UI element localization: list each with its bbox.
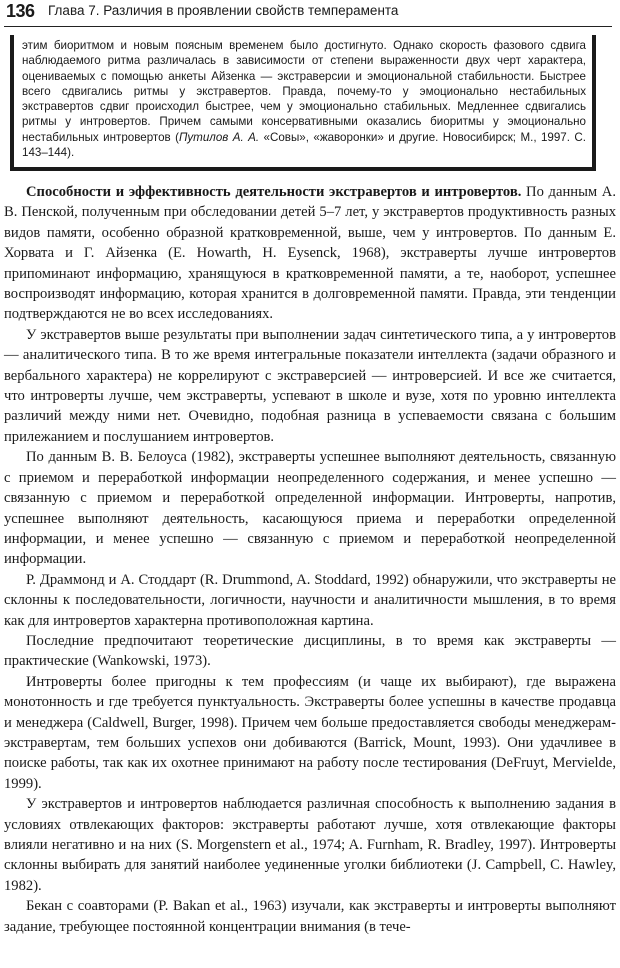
quote-box	[10, 35, 596, 171]
citation-author: Путилов А. А.	[178, 130, 260, 144]
body-text	[4, 182, 616, 937]
paragraph-5: Последние предпочитают теоретические дисциплины, в то время как экстраверты — практические (Wankowski, 1973).	[4, 632, 616, 670]
paragraph-1	[4, 182, 616, 325]
section-heading: Способности и эффективность деятельности экстравертов и интровертов.	[26, 184, 522, 200]
paragraph-2: У экстравертов выше результаты при выполнении задач синтетического типа, а у интровертов — аналитического типа. В то же время интегральные показатели интеллекта (задачи образного и вербального характера) не коррелируют с экстраверсией — интроверсией. И все же считается, что интроверты лучше, чем экстраверты, успевают в школе и вузе, хотя по уровню интеллекта различий между ними нет. Очевидно, подобная разница в успеваемости связана с большим прилежанием и послушанием интровертов.	[4, 326, 616, 445]
paragraph-7: У экстравертов и интровертов наблюдается различная способность к выполнению задания в условиях отвлекающих факторов: экстраверты работают лучше, хотя отвлекающие факторы влияли негативно и на них (S. Morgenstern et al., 1974; A. Furnham, R. Bradley, 1997). Интроверты склонны выбирать для занятий наиболее уединенные уголки библиотеки (J. Campbell, C. Hawley, 1982).	[4, 796, 616, 894]
running-title: Глава 7. Различия в проявлении свойств темперамента	[48, 3, 399, 18]
paragraph-3: По данным В. В. Белоуса (1982), экстраверты успешнее выполняют деятельность, связанную с приемом и переработкой информации неопределенного содержания, и менее успешно — связанную с приемом и переработкой определенной информации. Интроверты, напротив, успешнее выполняют деятельность, касающуюся приема и переработки определенной информации, и менее успешно — связанную с приемом и переработкой неопределенной информации.	[4, 449, 616, 568]
quote-text: этим биоритмом и новым поясным временем было достигнуто. Однако скорость фазового сдвига наблюдаемого ритма различалась в зависимости от степени выраженности двух черт характера, оцениваемых с помощью анкеты Айзенка — экстраверсии и эмоциональной стабильности. Быстрее всего сдвигались ритмы у экстравертов. Правда, почему-то у эмоционально нестабильных экстравертов сдвиг происходил быстрее, чем у эмоционально стабильных. Медленнее сдвигались ритмы у интровертов. Причем самыми консервативными оказались биоритмы у эмоционально нестабильных интровертов (	[22, 39, 586, 144]
page-header	[4, 0, 612, 27]
paragraph-1-text: По данным А. В. Пенской, полученным при обследовании детей 5–7 лет, у экстравертов продуктивность разных видов памяти, особенно образной кратковременной, выше, чем у интровертов. По данным Е. Хорвата и Г. Айзенка (E. Howarth, H. Eysenck, 1968), экстраверты лучше интровертов припоминают информацию, хранящуюся в кратковременной памяти, а те, наоборот, успешнее воспроизводят информацию, которая хранится в долговременной памяти. Правда, эти тенденции подтверждаются не во всех исследованиях.	[4, 184, 616, 323]
paragraph-6: Интроверты более пригодны к тем профессиям (и чаще их выбирают), где выражена монотонность и где требуется пунктуальность. Экстраверты более успешны в качестве продавца и менеджера (Caldwell, Burger, 1998). Причем чем больше предоставляется свободы менеджерам-экстравертам, тем больших успехов они добиваются (Barrick, Mount, 1993). Они удачливее в поиске работы, так как их охотнее принимают на работу после тестирования (DeFruyt, Mervielde, 1999).	[4, 673, 616, 792]
paragraph-8: Бекан с соавторами (P. Bakan et al., 1963) изучали, как экстраверты и интроверты выполняют задание, требующее постоянной концентрации внимания (в тече-	[4, 898, 616, 935]
paragraph-4: Р. Драммонд и А. Стоддарт (R. Drummond, A. Stoddard, 1992) обнаружили, что экстраверты не склонны к последовательности, логичности, научности и аналитичности мышления, в то время как для интровертов характерна противоположная картина.	[4, 571, 616, 629]
citation-source: «Совы», «жаворонки» и другие. Новосибирск; М., 1997. С. 143–144).	[22, 130, 586, 160]
page-number: 136	[6, 1, 35, 21]
